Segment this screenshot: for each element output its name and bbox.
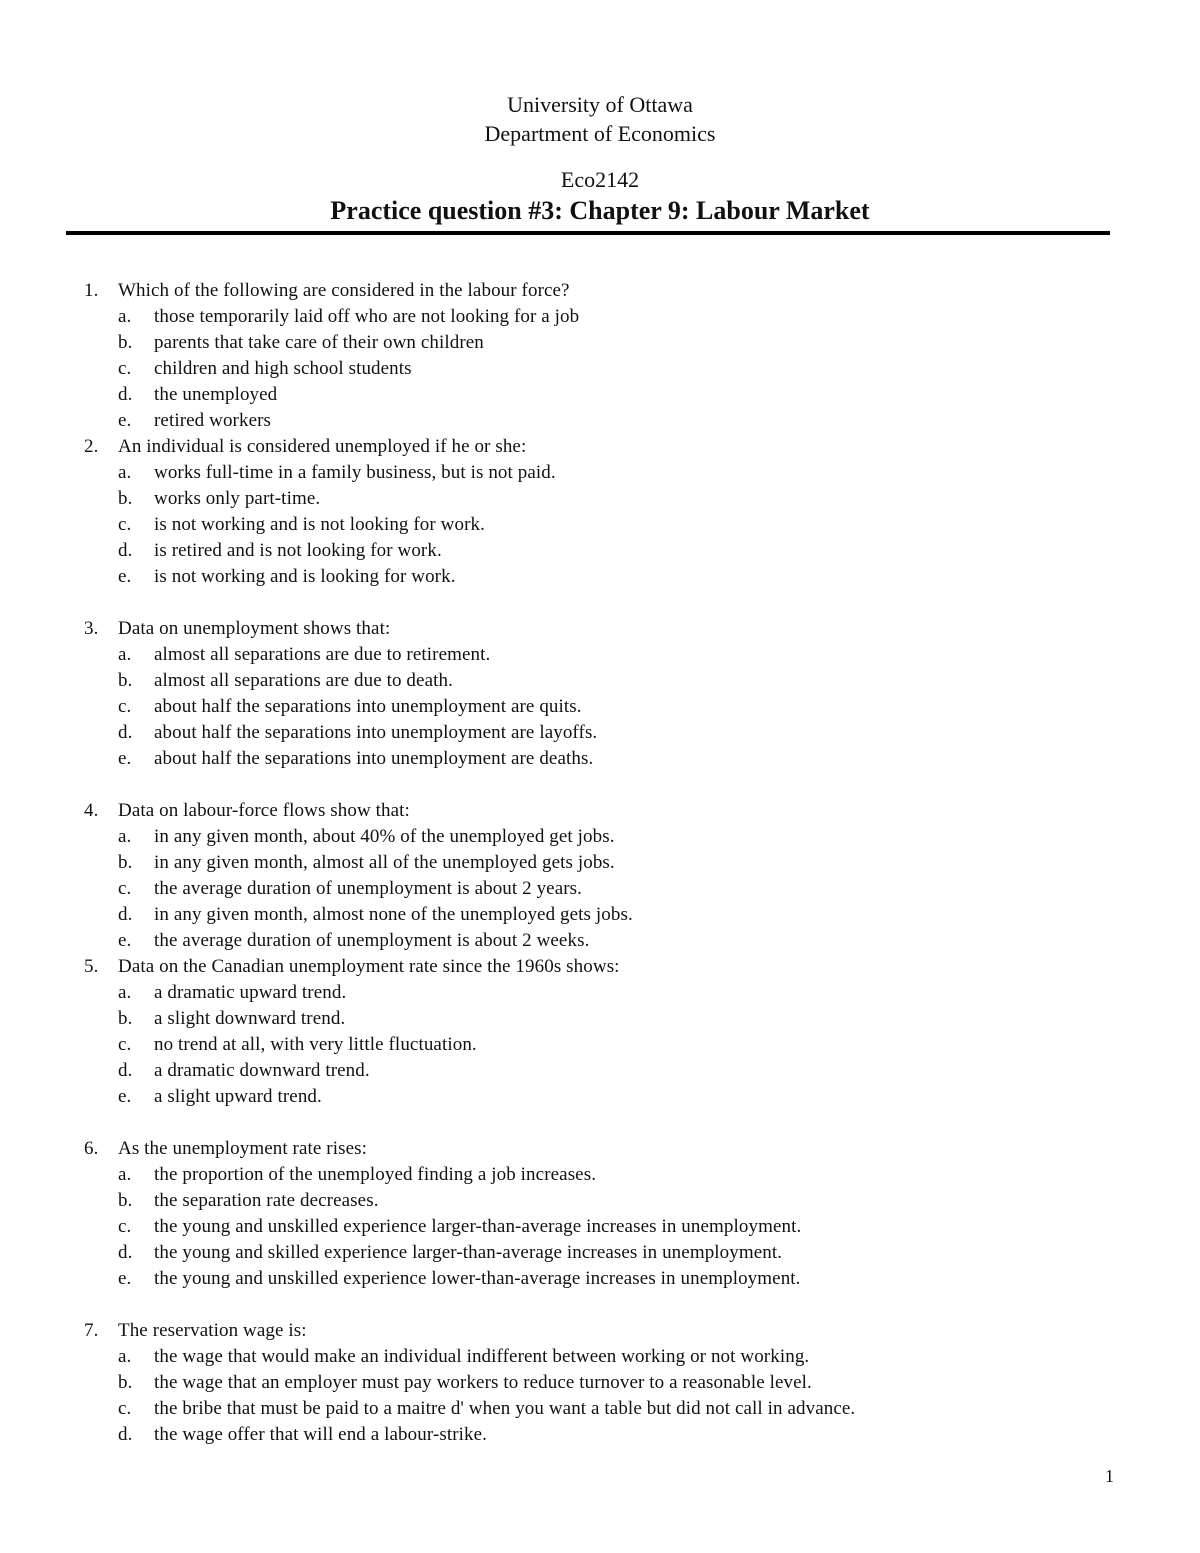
question-stem [84,278,1164,304]
option-letter: a. [118,826,132,847]
option-letter: a. [118,1346,132,1367]
question-number: 4. [84,800,99,821]
question-text: An individual is considered unemployed if he or she: [118,436,527,457]
option-text: a dramatic downward trend. [154,1060,370,1081]
option-text: almost all separations are due to retirement. [154,644,491,665]
answer-option [84,642,1164,668]
option-letter: e. [118,1086,132,1107]
option-letter: d. [118,1424,133,1445]
option-text: the young and unskilled experience larger-than-average increases in unemployment. [154,1216,802,1237]
option-text: the wage that would make an individual indifferent between working or not working. [154,1346,810,1367]
option-letter: d. [118,1060,133,1081]
option-letter: d. [118,384,133,405]
option-text: is retired and is not looking for work. [154,540,442,561]
option-letter: b. [118,488,133,509]
option-letter: a. [118,462,132,483]
course-code: Eco2142 [560,167,640,192]
answer-option [84,980,1164,1006]
option-text: about half the separations into unemployment are layoffs. [154,722,598,743]
answer-option [84,668,1164,694]
answer-option [84,1344,1164,1370]
answer-option [84,330,1164,356]
answer-option [84,694,1164,720]
page-number: 1 [1105,1466,1114,1486]
option-letter: e. [118,748,132,769]
question-number: 7. [84,1320,99,1341]
option-text: children and high school students [154,358,412,379]
question-number: 2. [84,436,99,457]
option-text: the young and skilled experience larger-than-average increases in unemployment. [154,1242,783,1263]
question-4 [84,798,1164,954]
option-text: no trend at all, with very little fluctuation. [154,1034,477,1055]
option-text: is not working and is not looking for work. [154,514,485,535]
option-text: parents that take care of their own children [154,332,484,353]
answer-option [84,1032,1164,1058]
question-text: Data on labour-force flows show that: [118,800,410,821]
answer-option [84,928,1164,954]
answer-option [84,1240,1164,1266]
answer-option [84,382,1164,408]
option-letter: d. [118,722,133,743]
option-text: in any given month, almost all of the unemployed gets jobs. [154,852,615,873]
question-text: Data on the Canadian unemployment rate since the 1960s shows: [118,956,620,977]
option-text: about half the separations into unemployment are quits. [154,696,582,717]
option-letter: b. [118,1372,133,1393]
answer-option [84,1370,1164,1396]
option-letter: a. [118,306,132,327]
answer-option [84,1188,1164,1214]
option-text: the wage offer that will end a labour-strike. [154,1424,487,1445]
option-letter: a. [118,982,132,1003]
question-number: 1. [84,280,99,301]
option-letter: d. [118,540,133,561]
answer-option [84,902,1164,928]
question-text: Data on unemployment shows that: [118,618,391,639]
question-1 [84,278,1164,434]
question-5 [84,954,1164,1110]
option-letter: e. [118,930,132,951]
question-text: Which of the following are considered in the labour force? [118,280,570,301]
option-letter: c. [118,514,132,535]
option-letter: b. [118,332,133,353]
answer-option [84,720,1164,746]
option-text: in any given month, about 40% of the unemployed get jobs. [154,826,615,847]
option-letter: b. [118,670,133,691]
option-letter: a. [118,644,132,665]
option-text: works only part-time. [154,488,321,509]
option-text: the young and unskilled experience lower-than-average increases in unemployment. [154,1268,801,1289]
option-text: the bribe that must be paid to a maitre d' when you want a table but did not call in advance. [154,1398,856,1419]
question-3 [84,616,1164,772]
question-stem [84,616,1164,642]
option-text: is not working and is looking for work. [154,566,456,587]
page-title: Practice question #3: Chapter 9: Labour Market [330,196,870,225]
option-text: the average duration of unemployment is about 2 weeks. [154,930,590,951]
answer-option [84,1058,1164,1084]
option-text: a slight upward trend. [154,1086,322,1107]
department-name: Department of Economics [484,121,716,146]
option-text: retired workers [154,410,272,431]
option-text: the average duration of unemployment is about 2 years. [154,878,583,899]
question-7 [84,1318,1164,1448]
answer-option [84,850,1164,876]
option-text: a dramatic upward trend. [154,982,347,1003]
option-text: those temporarily laid off who are not looking for a job [154,306,580,327]
answer-option [84,564,1164,590]
answer-option [84,746,1164,772]
question-stem [84,434,1164,460]
option-letter: c. [118,1216,132,1237]
option-text: the wage that an employer must pay workers to reduce turnover to a reasonable level. [154,1372,812,1393]
answer-option [84,1006,1164,1032]
answer-option [84,1214,1164,1240]
question-stem [84,798,1164,824]
option-letter: d. [118,904,133,925]
question-stem [84,954,1164,980]
question-text: As the unemployment rate rises: [118,1138,367,1159]
answer-option [84,460,1164,486]
option-letter: a. [118,1164,132,1185]
option-text: about half the separations into unemployment are deaths. [154,748,594,769]
question-stem [84,1318,1164,1344]
answer-option [84,1422,1164,1448]
option-text: almost all separations are due to death. [154,670,453,691]
answer-option [84,512,1164,538]
option-text: in any given month, almost none of the unemployed gets jobs. [154,904,633,925]
answer-option [84,538,1164,564]
option-letter: b. [118,852,133,873]
option-text: the separation rate decreases. [154,1190,379,1211]
answer-option [84,824,1164,850]
option-letter: e. [118,566,132,587]
option-letter: b. [118,1190,133,1211]
option-letter: e. [118,1268,132,1289]
question-number: 3. [84,618,99,639]
question-stem [84,1136,1164,1162]
option-letter: c. [118,878,132,899]
option-letter: c. [118,1034,132,1055]
title-divider [66,231,1110,235]
question-6 [84,1136,1164,1292]
answer-option [84,1396,1164,1422]
option-letter: e. [118,410,132,431]
option-letter: c. [118,696,132,717]
option-text: a slight downward trend. [154,1008,346,1029]
option-letter: c. [118,358,132,379]
option-text: the proportion of the unemployed finding a job increases. [154,1164,597,1185]
question-2 [84,434,1164,590]
option-letter: d. [118,1242,133,1263]
answer-option [84,876,1164,902]
question-number: 6. [84,1138,99,1159]
question-list [84,278,1164,1448]
answer-option [84,408,1164,434]
option-text: the unemployed [154,384,278,405]
option-letter: c. [118,1398,132,1419]
question-text: The reservation wage is: [118,1320,307,1341]
answer-option [84,1162,1164,1188]
answer-option [84,304,1164,330]
answer-option [84,486,1164,512]
university-name: University of Ottawa [507,92,693,117]
question-number: 5. [84,956,99,977]
answer-option [84,356,1164,382]
option-letter: b. [118,1008,133,1029]
answer-option [84,1084,1164,1110]
answer-option [84,1266,1164,1292]
option-text: works full-time in a family business, but is not paid. [154,462,556,483]
